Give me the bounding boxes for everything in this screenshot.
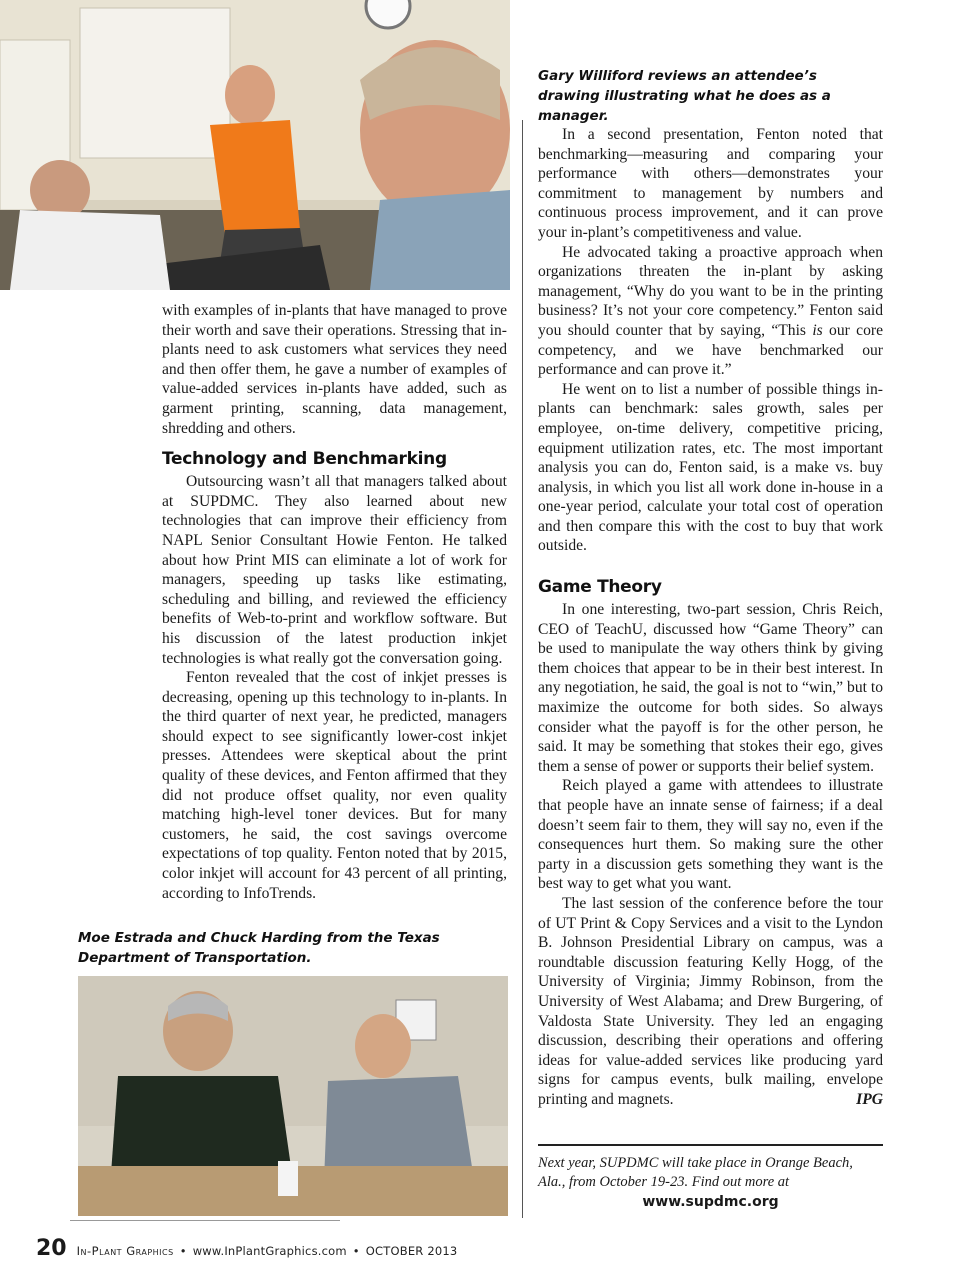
paragraph: Reich played a game with attendees to illustrate that people have an innate sense of fairness; if a deal doesn’t seem fair to them, they will say no, even if the consequences hurt them. So making sure the other party in a discussion gets something they want is the best way to get what you want. bbox=[538, 777, 883, 893]
paragraph-part: our core competency, and we have benchmarked our performance and can prove it.” bbox=[538, 321, 884, 379]
right-column bbox=[538, 125, 883, 1110]
emphasis: is bbox=[812, 321, 823, 339]
column-divider bbox=[522, 120, 523, 1218]
paragraph-part: He advocated taking a proactive approach when organizations threaten the in-plant by asking management, “Why do you want to be in the printing business? It’s not your core competency.” Fenton said you should counter that by saying, “This bbox=[538, 243, 883, 339]
website-link[interactable]: www.InPlantGraphics.com bbox=[192, 1244, 347, 1258]
paragraph bbox=[538, 894, 883, 1110]
paragraph: In one interesting, two-part session, Chris Reich, CEO of TeachU, discussed how “Game Theory” can be used to manipulate the way others think by giving them choices that appear to be in their best interest. In any negotiation, he said, the goal is not to “win,” but to maximize the outcome for both sides. So always consider what the payoff is for the other person, he said. It may be something that stokes their ego, gives them a sense of power or supports their belief system. bbox=[538, 601, 883, 775]
magazine-name: In-Plant Graphics bbox=[76, 1244, 174, 1258]
heading-technology: Technology and Benchmarking bbox=[162, 449, 447, 470]
paragraph: Fenton revealed that the cost of inkjet presses is decreasing, opening up this technology to in-plants. In the third quarter of next year, he predicted, managers should expect to see significantly lower-cost inkjet presses. Attendees were skeptical about the print quality of these devices, and Fenton affirmed that they did not produce offset quality, nor even quality matching high-level toner devices. But for many customers, he said, the cost savings overcome expectations of top quality. Fenton noted that by 2015, color inkjet will account for 43 percent of all printing, according to InfoTrends. bbox=[162, 669, 507, 902]
page-number: 20 bbox=[36, 1236, 67, 1261]
issue-date: OCTOBER 2013 bbox=[365, 1244, 458, 1258]
paragraph: Outsourcing wasn’t all that managers talked about at SUPDMC. They also learned about new technologies that can improve their efficiency from NAPL Senior Consultant Howie Fenton. He talked about how Print MIS can eliminate a lot of work for managers, speeding up tasks like estimating, scheduling and billing, and reviewed the efficiency benefits of Web-to-print and workflow software. But his discussion of the latest production inkjet technologies is what really got the conversation going. bbox=[162, 473, 507, 667]
note-text: Next year, SUPDMC will take place in Orange Beach, Ala., from October 19-23. Find out more at bbox=[538, 1155, 853, 1190]
photo-attendees bbox=[78, 976, 508, 1216]
note-divider bbox=[538, 1144, 883, 1146]
paragraph: In a second presentation, Fenton noted that benchmarking—measuring and comparing your performance with others—demonstrates your commitment to management by numbers and continuous process improvement, and it can prove your in-plant’s competitiveness and value. bbox=[538, 126, 883, 241]
note-link[interactable]: www.supdmc.org bbox=[642, 1194, 779, 1210]
footer bbox=[36, 1236, 457, 1266]
paragraph-intro: with examples of in-plants that have managed to prove their worth and save their operations. Stressing that in-plants need to ask customers what services they need and then offer them, he gave a number of examples of value-added services in-plants have added, such as garment printing, scanning, data management, shredding and others. bbox=[162, 302, 507, 437]
heading-game-theory: Game Theory bbox=[538, 577, 662, 598]
sign-off: IPG bbox=[856, 1090, 883, 1108]
footer-divider bbox=[70, 1220, 340, 1221]
caption-top: Gary Williford reviews an attendee’s drawing illustrating what he does as a manager. bbox=[538, 68, 831, 124]
photo-presenter-icon bbox=[0, 0, 510, 290]
photo-presenter bbox=[0, 0, 510, 290]
left-column bbox=[162, 301, 507, 903]
bullet: • bbox=[179, 1244, 187, 1258]
caption-bottom: Moe Estrada and Chuck Harding from the Texas Department of Transportation. bbox=[78, 930, 440, 966]
photo-attendees-icon bbox=[78, 976, 508, 1216]
paragraph: He went on to list a number of possible things in-plants can benchmark: sales growth, sales per employee, on-time delivery, competitive pricing, equipment utilization rates, etc. The most important analysis you can do, Fenton said, is a make vs. buy analysis, in which you list all work done in-house in a one-year period, calculate your total cost of operation and then compare this with the cost to buy that work outside. bbox=[538, 380, 883, 555]
bullet: • bbox=[352, 1244, 360, 1258]
paragraph bbox=[538, 243, 883, 380]
paragraph-part: The last session of the conference before the tour of UT Print & Copy Services and a visit to the Lyndon B. Johnson Presidential Library on campus, was a roundtable discussion featuring Kelly Hogg, of the University of Virginia; Jimmy Robinson, from the University of West Alabama; and Drew Burgering, of Valdosta State University. They led an engaging discussion, describing their operations and offering ideas for value-added services like producing yard signs for campus events, bulk mailing, envelope printing and magnets. bbox=[538, 894, 883, 1108]
